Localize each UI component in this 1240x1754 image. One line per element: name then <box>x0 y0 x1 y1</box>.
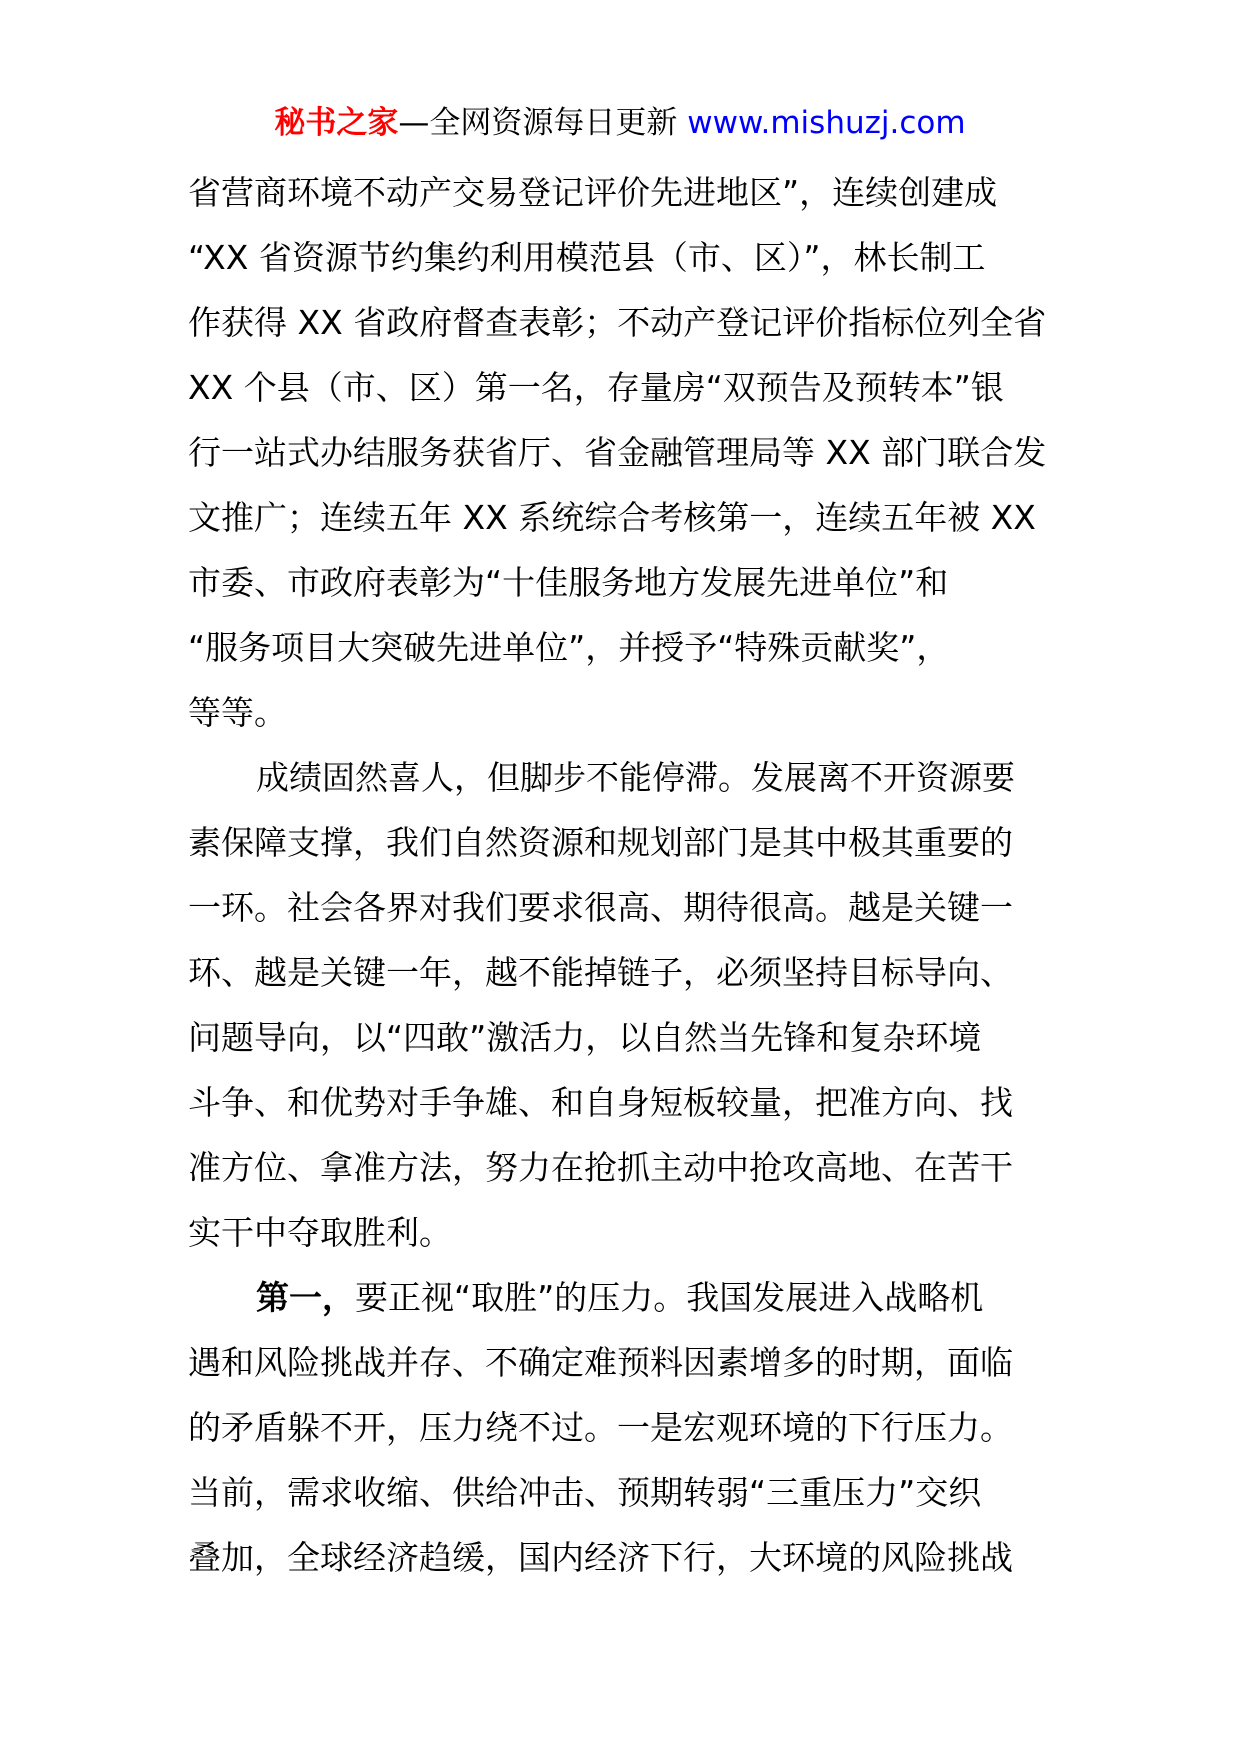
text-line: 斗争、和优势对手争雄、和自身短板较量，把准方向、找 <box>188 1083 1013 1122</box>
text-line: 实干中夺取胜利。 <box>188 1213 452 1252</box>
header-tagline: —全网资源每日更新 <box>398 105 688 141</box>
text-line: 问题导向，以“四敢”激活力，以自然当先锋和复杂环境 <box>188 1018 982 1057</box>
brand-name: 秘书之家 <box>274 105 399 141</box>
text-line: 市委、市政府表彰为“十佳服务地方发展先进单位”和 <box>188 563 949 602</box>
text-line: “XX 省资源节约集约利用模范县（市、区）”，林长制工 <box>188 238 986 277</box>
text-line-rest: 要正视“取胜”的压力。我国发展进入战略机 <box>355 1278 984 1317</box>
text-line: 准方位、拿准方法，努力在抢抓主动中抢攻高地、在苦干 <box>188 1148 1013 1187</box>
text-line: “服务项目大突破先进单位”，并授予“特殊贡献奖”， <box>188 628 950 667</box>
text-line: 素保障支撑，我们自然资源和规划部门是其中极其重要的 <box>188 823 1013 862</box>
site-header <box>0 100 1240 146</box>
paragraph-first-line: 成绩固然喜人，但脚步不能停滞。发展离不开资源要 <box>256 758 1015 797</box>
document-body <box>188 160 1058 1590</box>
text-line: 文推广；连续五年 XX 系统综合考核第一，连续五年被 XX <box>188 498 1036 537</box>
text-line: 当前，需求收缩、供给冲击、预期转弱“三重压力”交织 <box>188 1473 982 1512</box>
section-lead: 第一， <box>256 1278 355 1317</box>
paragraph-first-line <box>188 1265 1058 1330</box>
text-line: 的矛盾躲不开，压力绕不过。一是宏观环境的下行压力。 <box>188 1408 1013 1447</box>
text-line: 一环。社会各界对我们要求很高、期待很高。越是关键一 <box>188 888 1013 927</box>
text-line: 遇和风险挑战并存、不确定难预料因素增多的时期，面临 <box>188 1343 1013 1382</box>
text-line: 行一站式办结服务获省厅、省金融管理局等 XX 部门联合发 <box>188 433 1047 472</box>
text-line: 叠加，全球经济趋缓，国内经济下行，大环境的风险挑战 <box>188 1538 1013 1577</box>
text-line: XX 个县（市、区）第一名，存量房“双预告及预转本”银 <box>188 368 1004 407</box>
site-url-link[interactable]: www.mishuzj.com <box>687 105 966 141</box>
text-line: 省营商环境不动产交易登记评价先进地区”，连续创建成 <box>188 173 998 212</box>
text-line: 等等。 <box>188 693 287 732</box>
text-line: 环、越是关键一年，越不能掉链子，必须坚持目标导向、 <box>188 953 1013 992</box>
text-line: 作获得 XX 省政府督查表彰；不动产登记评价指标位列全省 <box>188 303 1047 342</box>
